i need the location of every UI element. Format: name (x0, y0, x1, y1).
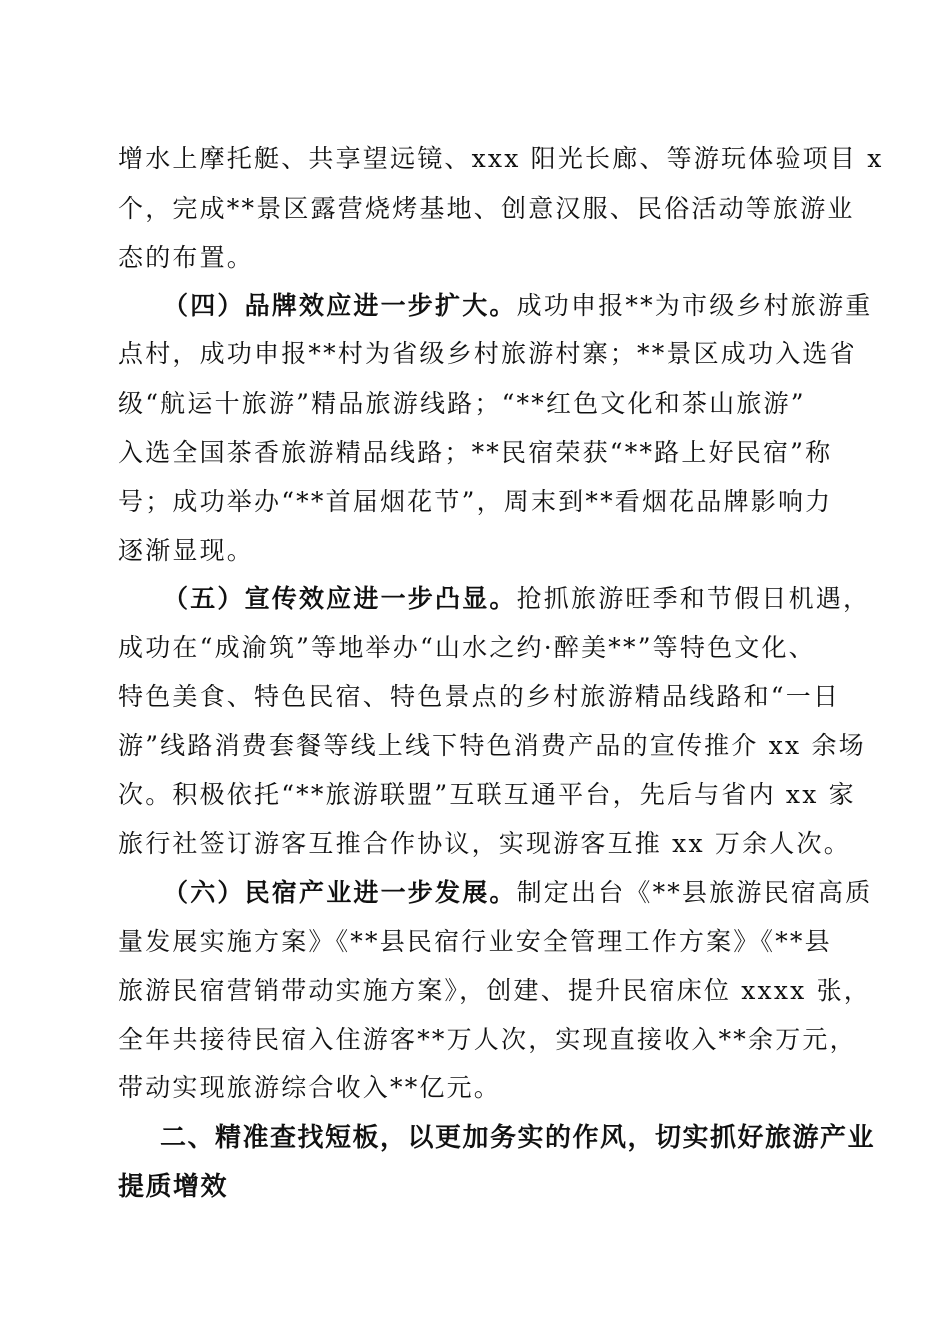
intro-line-3: 态的布置。 (118, 243, 255, 272)
p4-first-line (163, 290, 872, 322)
intro-line-1: 增水上摩托艇、共享望远镜、xxx 阳光长廊、等游玩体验项目 x (118, 144, 884, 173)
p5-line-2: 成功在“成渝筑”等地举办“山水之约·醉美**”等特色文化、 (118, 633, 816, 662)
p6-first-rest: 制定出台《**县旅游民宿高质 (516, 878, 873, 907)
p6-lead: （六）民宿产业进一步发展。 (163, 878, 517, 907)
p6-line-3: 旅游民宿营销带动实施方案》，创建、提升民宿床位 xxxx 张， (118, 976, 871, 1005)
p4-line-6: 逐渐显现。 (118, 536, 255, 565)
p5-line-6: 旅行社签订游客互推合作协议，实现游客互推 xx 万余人次。 (118, 829, 851, 858)
p5-line-3: 特色美食、特色民宿、特色景点的乡村旅游精品线路和“一日 (118, 682, 841, 711)
p6-line-4: 全年共接待民宿入住游客**万人次，实现直接收入**余万元， (118, 1025, 857, 1054)
intro-line-2: 个，完成**景区露营烧烤基地、创意汉服、民俗活动等旅游业 (118, 194, 855, 223)
section-2-heading: 二、精准查找短板，以更加务实的作风，切实抓好旅游产业 (160, 1123, 876, 1153)
p5-line-4: 游”线路消费套餐等线上线下特色消费产品的宣传推介 xx 余场 (118, 731, 866, 760)
p4-line-3: 级“航运十旅游”精品旅游线路；“**红色文化和茶山旅游” (118, 389, 806, 418)
section-2-heading-cont: 提质增效 (118, 1172, 229, 1202)
p5-first-line (163, 583, 870, 615)
p4-line-4: 入选全国茶香旅游精品线路；**民宿荣获“**路上好民宿”称 (118, 438, 833, 467)
p5-lead: （五）宣传效应进一步凸显。 (163, 584, 517, 613)
p4-line-5: 号；成功举办“**首届烟花节”，周末到**看烟花品牌影响力 (118, 487, 833, 516)
p4-lead: （四）品牌效应进一步扩大。 (163, 291, 517, 320)
p6-line-5: 带动实现旅游综合收入**亿元。 (118, 1073, 502, 1102)
p6-line-2: 量发展实施方案》《**县民宿行业安全管理工作方案》《**县 (118, 927, 832, 956)
p4-first-rest: 成功申报**为市级乡村旅游重 (516, 291, 873, 320)
p5-first-rest: 抢抓旅游旺季和节假日机遇， (516, 584, 871, 613)
p5-line-5: 次。积极依托“**旅游联盟”互联互通平台，先后与省内 xx 家 (118, 780, 856, 809)
p4-line-2: 点村，成功申报**村为省级乡村旅游村寨；**景区成功入选省 (118, 339, 857, 368)
p6-first-line (163, 877, 872, 909)
